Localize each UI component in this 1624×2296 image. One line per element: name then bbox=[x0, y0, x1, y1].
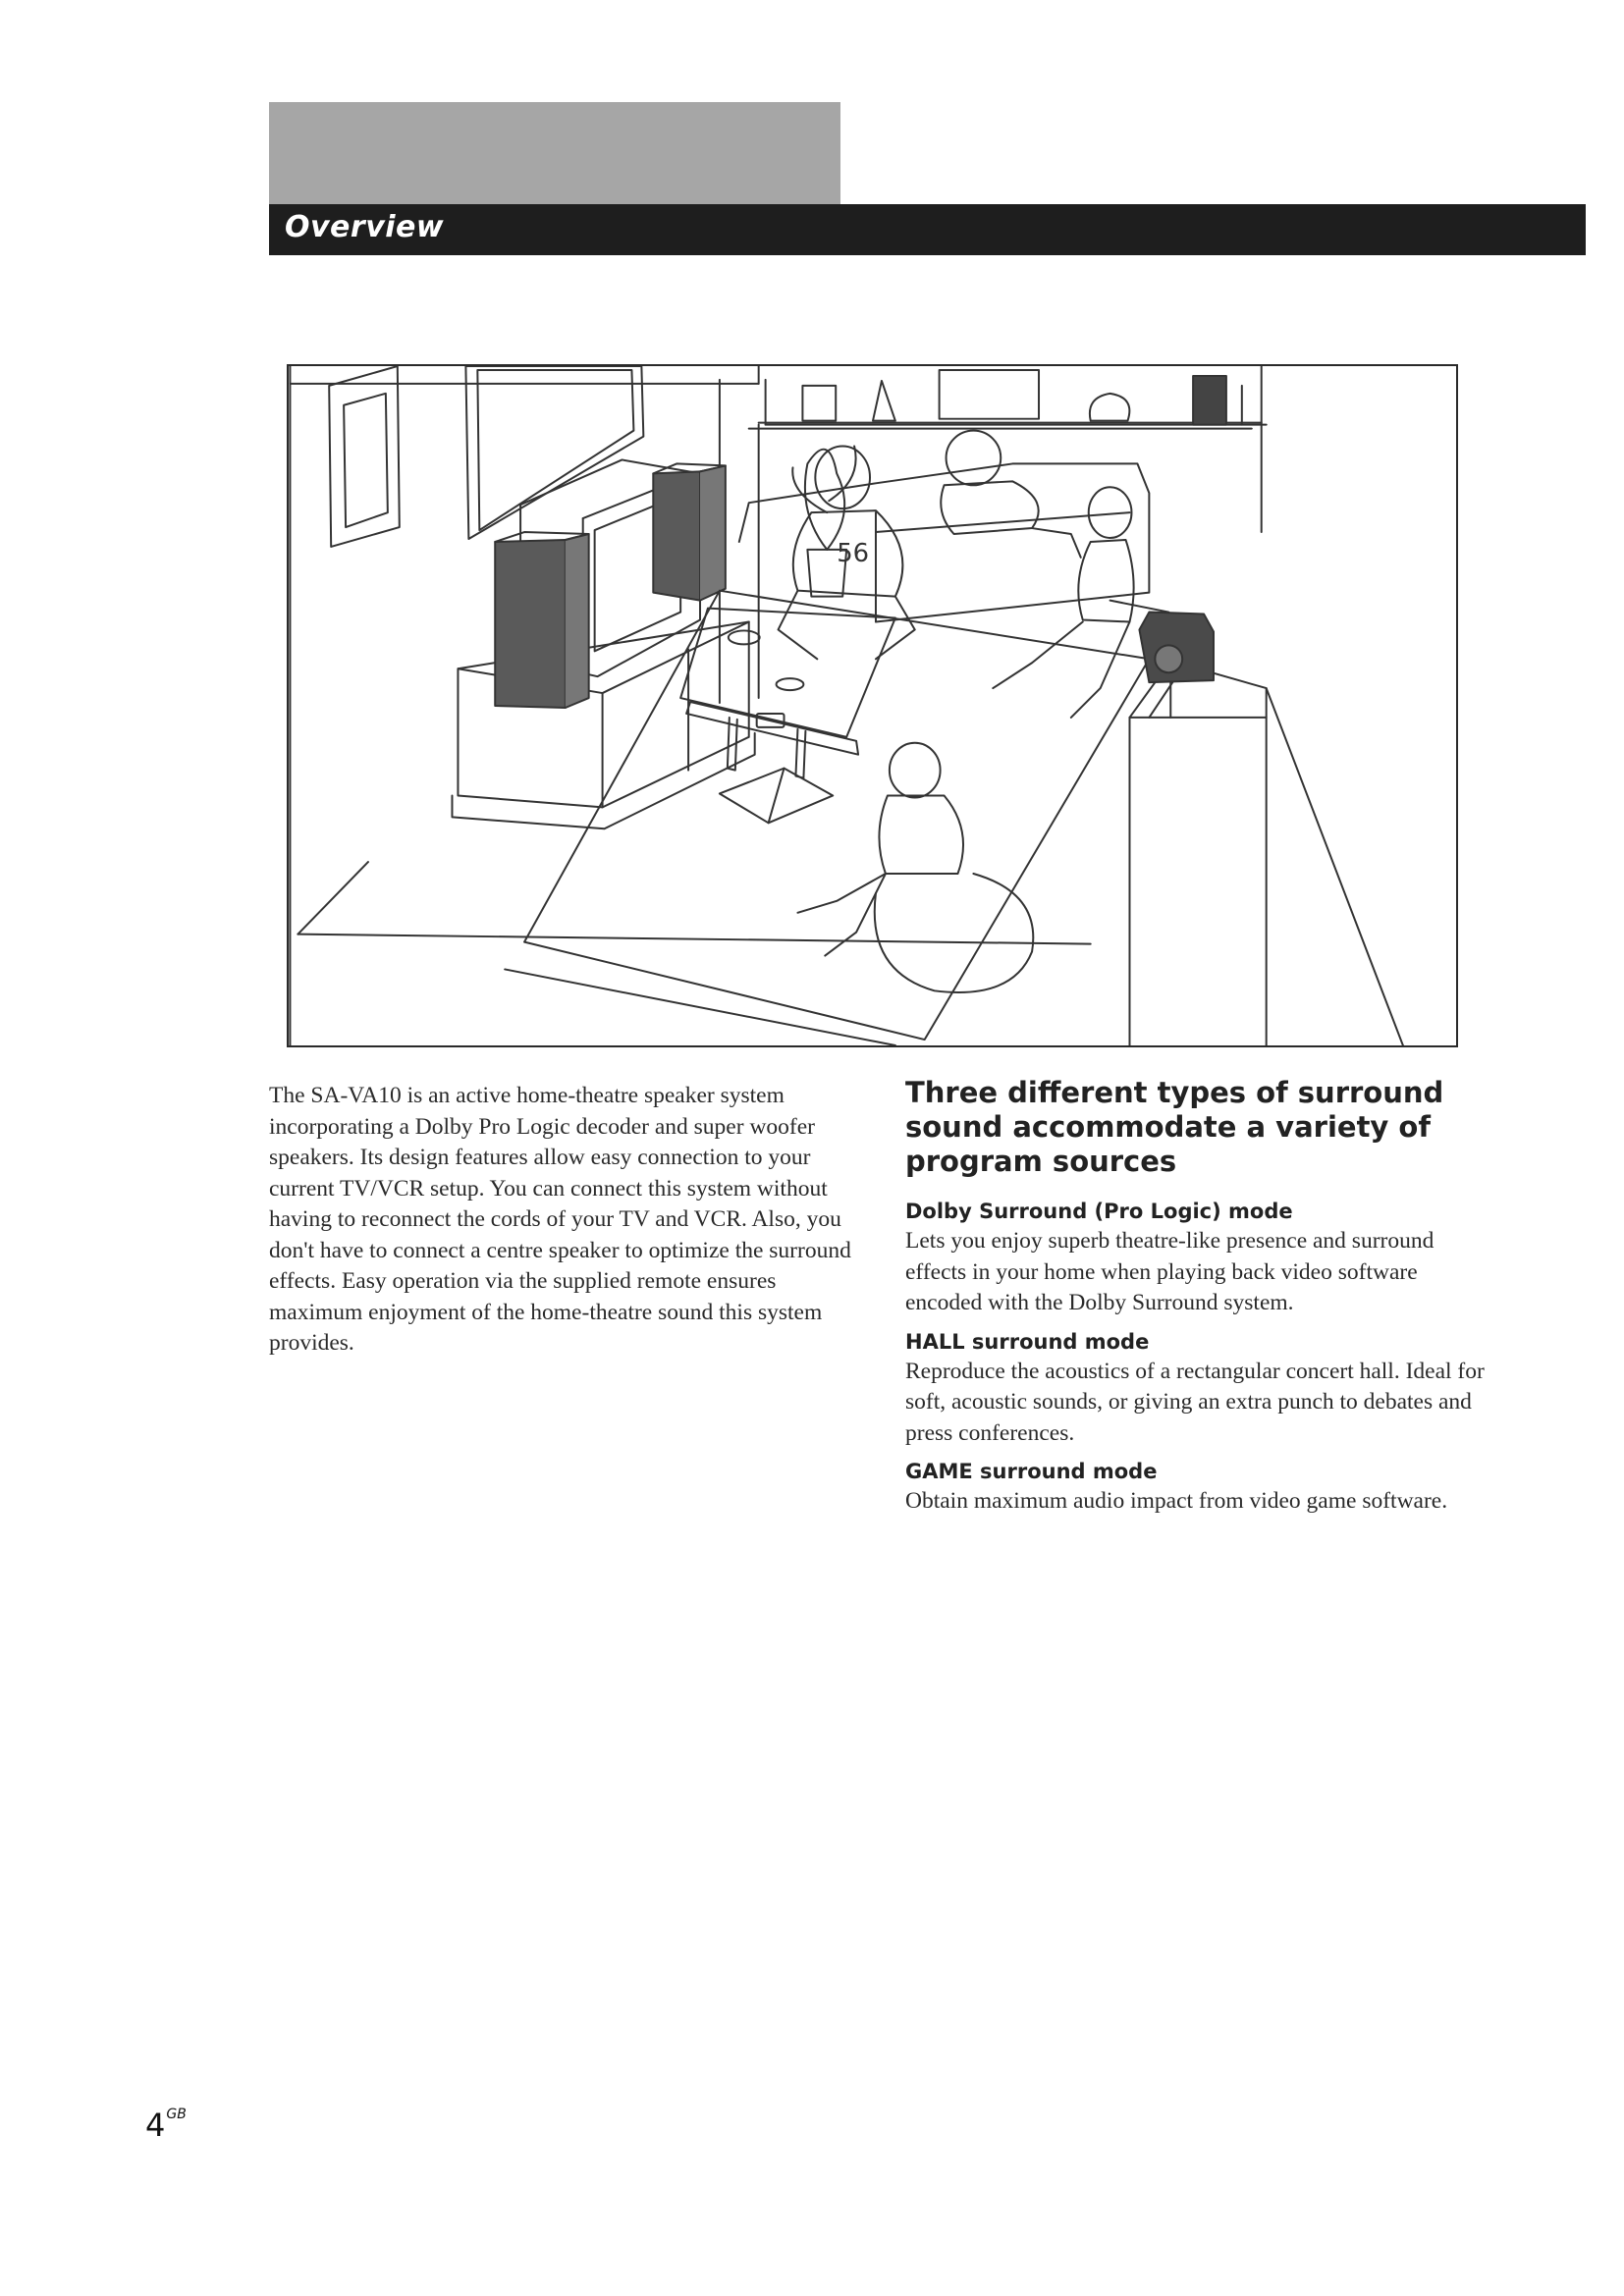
person-beanbag bbox=[797, 743, 1033, 992]
page-number-suffix: GB bbox=[166, 2107, 187, 2122]
wall-frame-large bbox=[465, 366, 643, 539]
mode-description-dolby: Lets you enjoy superb theatre-like presence and surround effects in your home when playing back video software encoded with the Dolby Surround system. bbox=[905, 1228, 1435, 1315]
room-outline bbox=[290, 366, 1266, 1045]
header-gray-tab bbox=[269, 102, 840, 204]
wall-shelf bbox=[749, 370, 1262, 429]
mode-title-game: GAME surround mode bbox=[905, 1460, 1158, 1483]
section-title: Overview bbox=[285, 210, 445, 244]
open-book bbox=[720, 769, 833, 824]
wall-frame-left bbox=[329, 366, 400, 547]
intro-column bbox=[269, 1081, 858, 1360]
mode-title-dolby: Dolby Surround (Pro Logic) mode bbox=[905, 1200, 1293, 1223]
rear-speaker bbox=[1139, 613, 1214, 683]
surround-modes-column bbox=[905, 1076, 1494, 1525]
jersey-number: 56 bbox=[837, 538, 870, 568]
floor-rug bbox=[524, 591, 1149, 1040]
person-jersey bbox=[779, 447, 915, 660]
person-behind-sofa bbox=[941, 431, 1081, 558]
mode-description-hall: Reproduce the acoustics of a rectangular concert hall. Ideal for soft, acoustic sounds, or giving an extra punch to debates and press conferences. bbox=[905, 1358, 1485, 1446]
page-number bbox=[145, 2107, 187, 2144]
section-title-bar bbox=[269, 204, 1586, 255]
surround-heading: Three different types of surround sound accommodate a variety of program sources bbox=[905, 1076, 1444, 1178]
mode-description-game: Obtain maximum audio impact from video game software. bbox=[905, 1488, 1448, 1514]
rear-speaker-stand bbox=[1129, 661, 1402, 1045]
mode-title-hall: HALL surround mode bbox=[905, 1329, 1150, 1354]
potted-plant bbox=[792, 447, 855, 597]
page-number-value: 4 bbox=[145, 2107, 166, 2144]
intro-paragraph: The SA-VA10 is an active home-theatre speaker system incorporating a Dolby Pro Logic decoder and super woofer speakers. Its design features allow easy connection to your current TV/VCR setup. You can connect this system without having to reconnect the cords of your TV and VCR. Also, you don't have to connect a centre speaker to optimize the surround effects. Easy operation via the supplied remote ensures maximum enjoyment of the home-theatre sound this system provides. bbox=[269, 1083, 851, 1356]
speaker-front-left bbox=[495, 532, 588, 708]
coffee-table bbox=[680, 609, 895, 778]
living-room-illustration bbox=[287, 364, 1458, 1047]
speaker-front-right bbox=[653, 463, 726, 600]
